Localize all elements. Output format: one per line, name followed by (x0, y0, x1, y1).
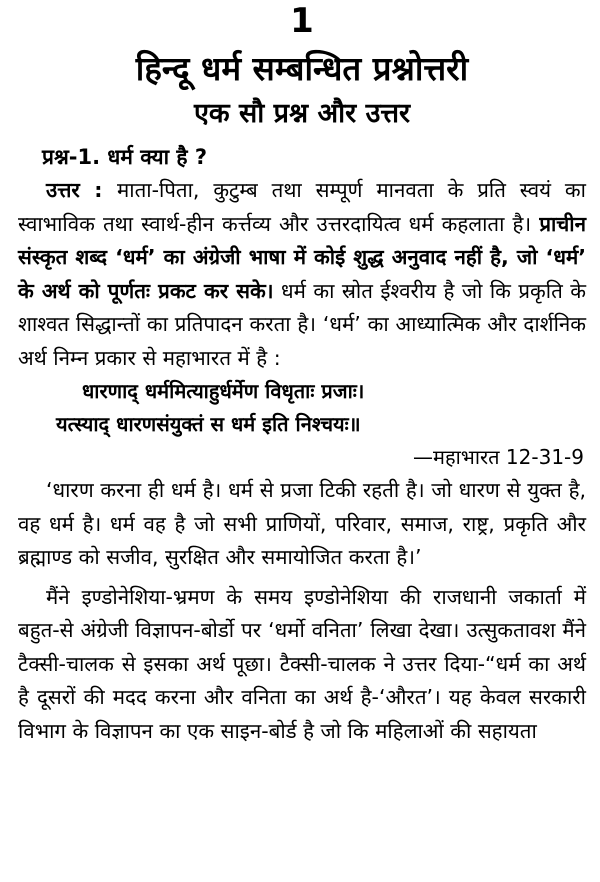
question-heading: प्रश्न-1. धर्म क्या है ? (42, 145, 208, 169)
answer-lead: उत्तर : (46, 178, 117, 202)
answer-text-1: माता-पिता, कुटुम्ब तथा सम्पूर्ण मानवता के प्रति स्वयं का स्वाभाविक तथा स्वार्थ-हीन कर्त्तव्य और उत्तरदायित्व धर्म कहलाता है। (18, 178, 586, 236)
chapter-subtitle: एक सौ प्रश्न और उत्तर (193, 98, 411, 129)
chapter-title: हिन्दू धर्म सम्बन्धित प्रश्नोत्तरी (135, 49, 469, 88)
answer-bold-text: प्राचीन संस्कृत शब्द ‘धर्म’ का अंग्रेजी भाषा में कोई शुद्ध अनुवाद नहीं है, जो ‘धर्म’ के अर्थ को पूर्णतः प्रकट कर सके। (18, 211, 586, 303)
translation-paragraph: ‘धारण करना ही धर्म है। धर्म से प्रजा टिकी रहती है। जो धारण से युक्त है, वह धर्म है। धर्म वह है जो सभी प्राणियों, परिवार, समाज, राष्ट्र, प्रकृति और ब्रह्माण्ड को सजीव, सुरक्षित और समायोजित करता है।’ (18, 478, 586, 569)
answer-text-2: धर्म का स्रोत ईश्वरीय है जो कि प्रकृति के शाश्वत सिद्धान्तों का प्रतिपादन करता है। ‘धर्म’ का आध्यात्मिक और दार्शनिक अर्थ निम्न प्रकार से महाभारत में है : (18, 278, 586, 370)
anecdote-paragraph: मैंने इण्डोनेशिया-भ्रमण के समय इण्डोनेशिया की राजधानी जकार्ता में बहुत-से अंग्रेजी विज्ञापन-बोर्डो पर ‘धर्मो वनिता’ लिखा देखा। उत्सुकतावश मैंने टैक्सी-चालक से इसका अर्थ पूछा। टैक्सी-चालक ने उत्तर दिया-“धर्म का अर्थ है दूसरों की मदद करना और वनिता का अर्थ है-‘औरत’। यह केवल सरकारी विभाग के विज्ञापन का एक साइन-बोर्ड है जो कि महिलाओं की सहायता (18, 584, 586, 743)
verse-line-1: धारणाद् धर्ममित्याहुर्धर्मेण विधृताः प्रजाः। (82, 379, 365, 403)
verse-line-2: यत्स्याद् धारणसंयुक्तं स धर्म इति निश्चयः॥ (56, 412, 361, 436)
verse-citation: —महाभारत 12-31-9 (413, 445, 584, 469)
answer-paragraph (18, 174, 586, 375)
page-number: 1 (290, 1, 314, 41)
